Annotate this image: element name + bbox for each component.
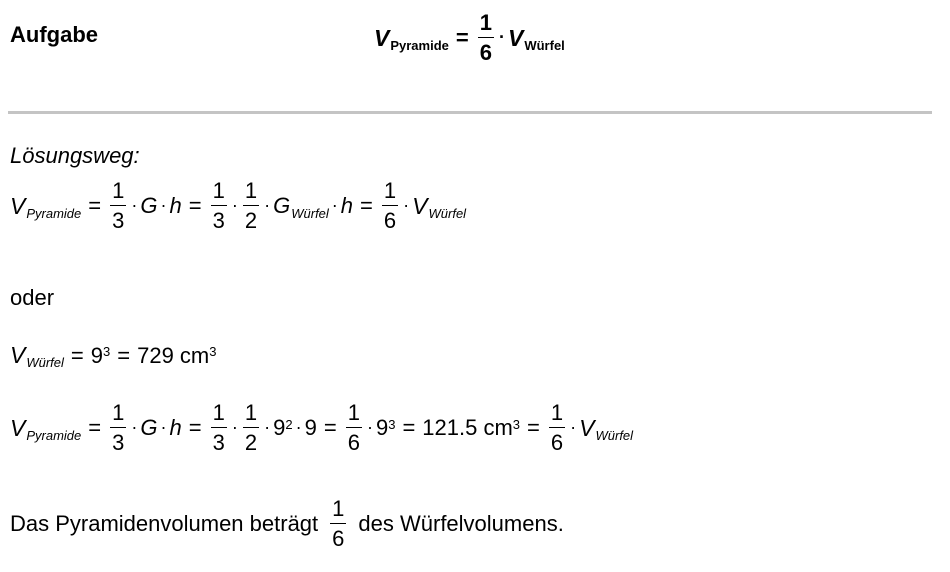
multiply-dot: · xyxy=(403,194,410,215)
multiply-dot: · xyxy=(570,416,577,437)
multiply-dot: · xyxy=(131,416,138,437)
base-nine: 9 xyxy=(375,415,389,440)
volume-symbol: V xyxy=(374,24,390,51)
multiply-dot: · xyxy=(131,194,138,215)
volume-symbol: V xyxy=(10,192,26,219)
volume-symbol: V xyxy=(10,414,26,441)
equals-sign: = xyxy=(360,193,373,218)
numerator: 1 xyxy=(243,402,259,428)
symbol-h: h xyxy=(169,193,182,218)
multiply-dot: · xyxy=(331,194,338,215)
multiply-dot: · xyxy=(366,416,373,437)
denominator: 3 xyxy=(112,430,125,455)
denominator: 6 xyxy=(479,40,492,65)
numerator: 1 xyxy=(346,402,362,428)
formula-line-1 xyxy=(10,180,466,232)
numerator: 1 xyxy=(211,180,227,206)
fraction xyxy=(211,180,227,232)
fraction xyxy=(346,402,362,454)
subscript-wuerfel: Würfel xyxy=(428,205,467,221)
equals-sign: = xyxy=(188,415,202,440)
cube-volume-value: 729 cm xyxy=(137,342,210,368)
numerator: 1 xyxy=(110,180,126,206)
fraction xyxy=(243,402,259,454)
numerator: 1 xyxy=(330,498,346,524)
exponent: 3 xyxy=(388,416,396,432)
equals-sign: = xyxy=(455,25,469,50)
numerator: 1 xyxy=(211,402,227,428)
base-nine: 9 xyxy=(90,342,104,368)
base-nine: 9 xyxy=(304,415,317,440)
volume-symbol: V xyxy=(579,414,595,441)
multiply-dot: · xyxy=(231,416,238,437)
task-formula xyxy=(374,12,565,64)
fraction xyxy=(110,180,126,232)
subscript-wuerfel: Würfel xyxy=(524,37,565,53)
solution-heading: Lösungsweg: xyxy=(10,143,140,168)
subscript-pyramide: Pyramide xyxy=(390,37,449,53)
multiply-dot: · xyxy=(231,194,238,215)
numerator: 1 xyxy=(478,12,494,38)
symbol-g: G xyxy=(140,193,158,218)
formula-line-3 xyxy=(10,402,633,454)
formula-line-2 xyxy=(10,342,217,369)
base-nine: 9 xyxy=(273,415,286,440)
fraction xyxy=(110,402,126,454)
equals-sign: = xyxy=(70,342,84,368)
equals-sign: = xyxy=(188,193,202,218)
conclusion-before: Das Pyramidenvolumen beträgt xyxy=(10,511,319,536)
multiply-dot: · xyxy=(264,194,271,215)
multiply-dot: · xyxy=(295,416,302,437)
denominator: 3 xyxy=(212,430,225,455)
denominator: 3 xyxy=(112,208,125,233)
equals-sign: = xyxy=(402,415,416,440)
subscript-wuerfel: Würfel xyxy=(26,355,64,370)
subscript-pyramide: Pyramide xyxy=(26,427,82,443)
numerator: 1 xyxy=(243,180,259,206)
fraction-one-sixth xyxy=(330,498,346,550)
multiply-dot: · xyxy=(264,416,271,437)
exponent: 3 xyxy=(103,344,111,359)
equals-sign: = xyxy=(117,342,131,368)
denominator: 6 xyxy=(347,430,360,455)
multiply-dot: · xyxy=(499,26,505,47)
symbol-g: G xyxy=(273,193,291,218)
volume-symbol: V xyxy=(412,192,428,219)
subscript-pyramide: Pyramide xyxy=(26,205,82,221)
unit-exponent: 3 xyxy=(209,344,217,359)
fraction xyxy=(549,402,565,454)
fraction xyxy=(243,180,259,232)
fraction-one-sixth xyxy=(478,12,494,64)
task-title: Aufgabe xyxy=(10,22,98,47)
volume-symbol: V xyxy=(10,342,26,368)
symbol-h: h xyxy=(169,415,182,440)
subscript-wuerfel: Würfel xyxy=(291,205,329,221)
multiply-dot: · xyxy=(160,194,167,215)
numerator: 1 xyxy=(549,402,565,428)
fraction xyxy=(382,180,398,232)
conclusion-sentence xyxy=(10,498,564,550)
denominator: 6 xyxy=(383,208,397,233)
subscript-wuerfel: Würfel xyxy=(595,427,634,443)
equals-sign: = xyxy=(88,193,102,218)
fraction xyxy=(211,402,227,454)
numerator: 1 xyxy=(382,180,398,206)
oder-text: oder xyxy=(10,285,55,310)
equals-sign: = xyxy=(527,415,540,440)
divider xyxy=(8,111,932,114)
symbol-h: h xyxy=(340,193,354,218)
equals-sign: = xyxy=(88,415,102,440)
conclusion-after: des Würfelvolumens. xyxy=(358,511,564,536)
exponent: 2 xyxy=(285,416,293,432)
symbol-g: G xyxy=(140,415,158,440)
numerator: 1 xyxy=(110,402,126,428)
denominator: 2 xyxy=(244,208,258,233)
volume-symbol: V xyxy=(508,24,524,51)
denominator: 6 xyxy=(550,430,564,455)
multiply-dot: · xyxy=(160,416,167,437)
denominator: 3 xyxy=(212,208,225,233)
denominator: 6 xyxy=(332,526,345,551)
unit-exponent: 3 xyxy=(512,416,521,432)
denominator: 2 xyxy=(244,430,258,455)
pyramid-volume-value: 121.5 cm xyxy=(422,415,513,440)
equals-sign: = xyxy=(323,415,337,440)
